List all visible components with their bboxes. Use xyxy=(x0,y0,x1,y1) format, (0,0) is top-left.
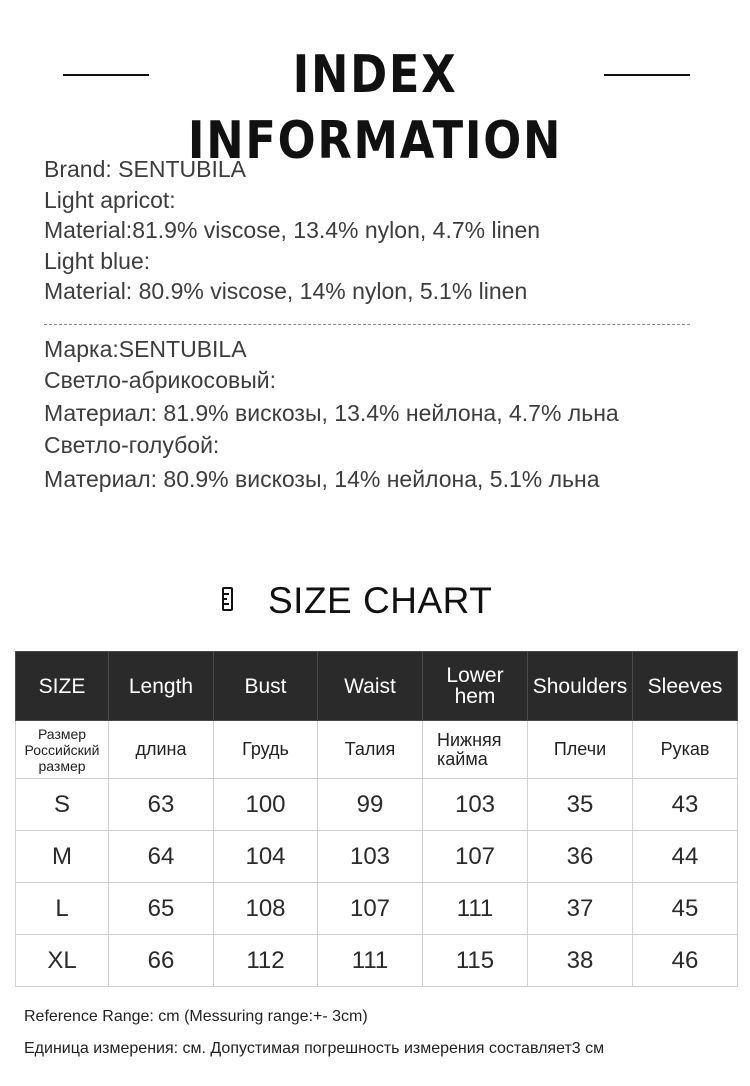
color-light-apricot: Light apricot: xyxy=(44,186,176,213)
lower-hem-cell: 115 xyxy=(423,935,528,987)
sleeves-cell: 45 xyxy=(633,883,738,935)
brand-line-ru: Марка:SENTUBILA xyxy=(44,336,247,362)
waist-cell: 111 xyxy=(318,935,423,987)
size-cell: M xyxy=(16,831,109,883)
column-header-bust: Bust xyxy=(214,652,318,721)
size-cell: L xyxy=(16,883,109,935)
shoulders-cell: 36 xyxy=(528,831,633,883)
material-value: 81.9% viscose, 13.4% nylon, 4.7% linen xyxy=(132,217,541,243)
table-row xyxy=(16,935,738,987)
info-russian xyxy=(44,334,704,495)
column-header-size: SIZE xyxy=(16,652,109,721)
bust-cell: 100 xyxy=(214,779,318,831)
column-header-sleeves: Sleeves xyxy=(633,652,738,721)
bust-cell: 112 xyxy=(214,935,318,987)
bust-cell: 104 xyxy=(214,831,318,883)
column-header-waist-ru: Талия xyxy=(318,721,423,779)
sleeves-cell: 46 xyxy=(633,935,738,987)
column-header-sleeves-ru: Рукав xyxy=(633,721,738,779)
material-line-blue xyxy=(44,276,704,307)
page-title: INDEX INFORMATION xyxy=(187,45,563,171)
waist-cell: 107 xyxy=(318,883,423,935)
length-cell: 64 xyxy=(109,831,214,883)
lower-hem-cell: 107 xyxy=(423,831,528,883)
material-line-blue-ru: Материал: 80.9% вискозы, 14% нейлона, 5.1% льна xyxy=(44,466,600,492)
column-header-waist: Waist xyxy=(318,652,423,721)
info-english xyxy=(44,154,704,307)
column-header-length: Length xyxy=(109,652,214,721)
dashed-divider xyxy=(44,324,690,325)
table-row xyxy=(16,779,738,831)
color-light-blue: Light blue: xyxy=(44,247,151,274)
length-cell: 65 xyxy=(109,883,214,935)
column-header-shoulders: Shoulders xyxy=(528,652,633,721)
column-header-bust-ru: Грудь xyxy=(214,721,318,779)
reference-range-note-ru: Единица измерения: см. Допустимая погрешность измерения составляет3 см xyxy=(24,1040,605,1057)
length-cell: 66 xyxy=(109,935,214,987)
column-header-shoulders-ru: Плечи xyxy=(528,721,633,779)
material-line-apricot xyxy=(44,215,704,246)
material-label: Material: xyxy=(44,217,133,243)
material-line-apricot-ru: Материал: 81.9% вискозы, 13.4% нейлона, 4.7% льна xyxy=(44,400,619,426)
header-left-rule xyxy=(63,74,149,76)
material-label: Material: xyxy=(44,278,133,304)
column-header-lower-hem-ru: Нижняя кайма xyxy=(423,721,528,779)
bust-cell: 108 xyxy=(214,883,318,935)
shoulders-cell: 37 xyxy=(528,883,633,935)
column-header-lower-hem: Lower hem xyxy=(423,652,528,721)
size-cell: S xyxy=(16,779,109,831)
table-row xyxy=(16,883,738,935)
ruler-icon xyxy=(222,587,233,611)
size-chart-heading xyxy=(0,578,750,626)
sleeves-cell: 43 xyxy=(633,779,738,831)
color-light-apricot-ru: Светло-абрикосовый: xyxy=(44,367,277,393)
sleeves-cell: 44 xyxy=(633,831,738,883)
shoulders-cell: 35 xyxy=(528,779,633,831)
waist-cell: 103 xyxy=(318,831,423,883)
table-row xyxy=(16,831,738,883)
size-cell: XL xyxy=(16,935,109,987)
brand-line: Brand: SENTUBILA xyxy=(44,156,246,182)
reference-range-note: Reference Range: cm (Messuring range:+- 3cm) xyxy=(24,1008,368,1025)
table-header-row xyxy=(16,652,738,721)
table-header-row-ru xyxy=(16,721,738,779)
color-light-blue-ru: Светло-голубой: xyxy=(44,432,220,458)
column-header-length-ru: длина xyxy=(109,721,214,779)
length-cell: 63 xyxy=(109,779,214,831)
column-header-size-ru: Размер Российский размер xyxy=(16,721,109,779)
lower-hem-cell: 103 xyxy=(423,779,528,831)
material-value: 80.9% viscose, 14% nylon, 5.1% linen xyxy=(138,278,528,304)
shoulders-cell: 38 xyxy=(528,935,633,987)
lower-hem-cell: 111 xyxy=(423,883,528,935)
header-right-rule xyxy=(604,74,690,76)
size-chart-title: SIZE CHART xyxy=(268,580,493,621)
size-chart-table xyxy=(15,651,738,987)
waist-cell: 99 xyxy=(318,779,423,831)
